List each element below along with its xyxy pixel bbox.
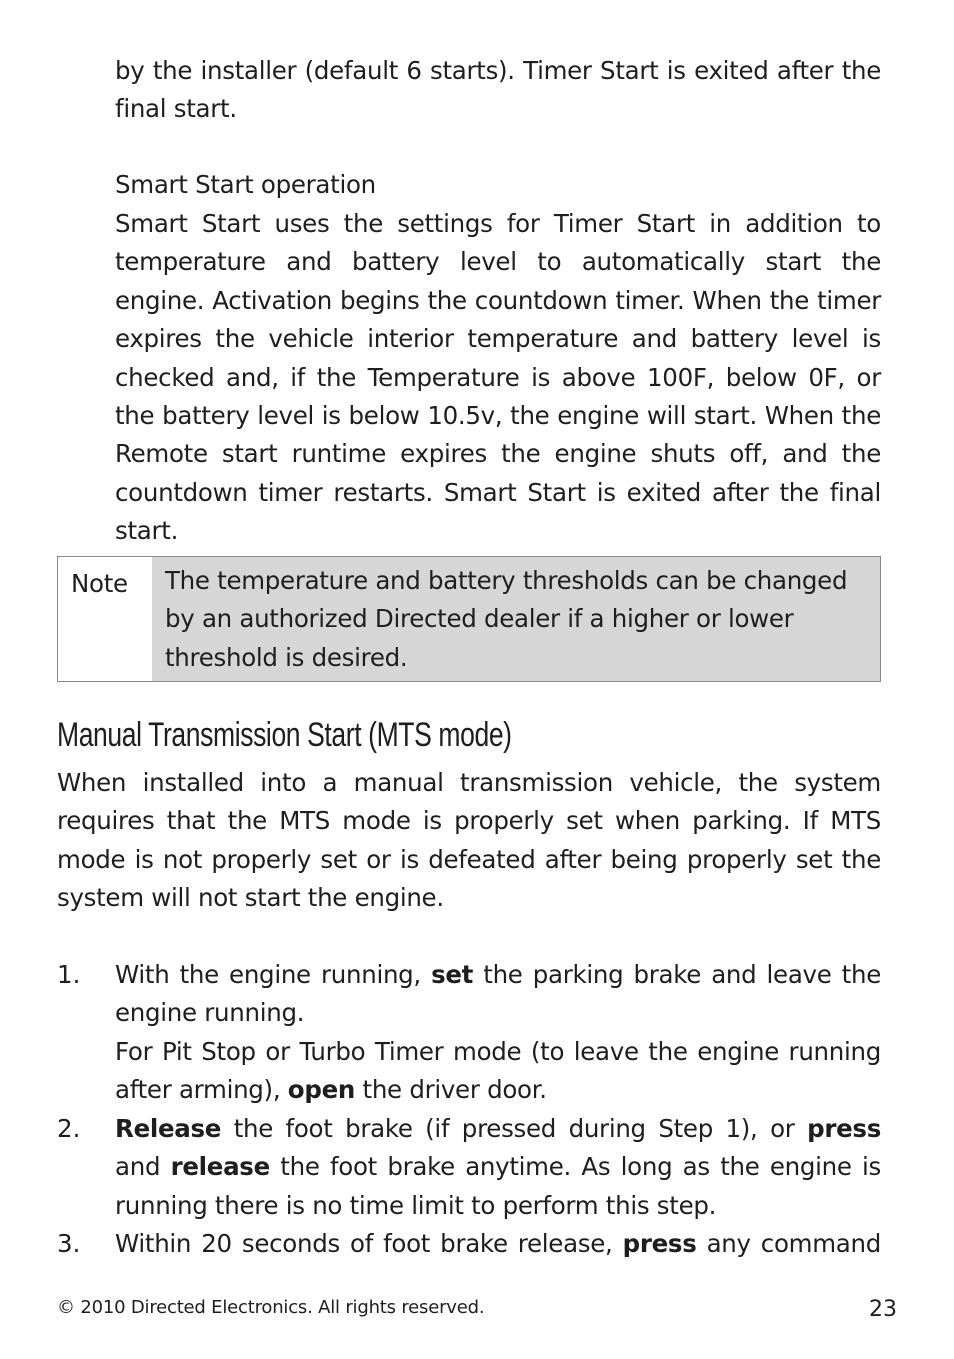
- copyright: © 2010 Directed Electronics. All rights reserved.: [57, 1297, 485, 1318]
- step-3-number: 3.: [57, 1229, 81, 1258]
- step-1-number: 1.: [57, 960, 81, 989]
- page-number: 23: [869, 1297, 897, 1322]
- intro-continuation: by the installer (default 6 starts). Timer Start is exited after the final start.: [115, 56, 881, 124]
- note-text: The temperature and battery thresholds can be changed by an authorized Directed dealer if a higher or lower threshold is desired.: [152, 557, 880, 681]
- note-label: Note: [71, 569, 128, 598]
- step-1-text: With the engine running, set the parking brake and leave the engine running.: [115, 960, 881, 1028]
- mts-body: When installed into a manual transmission vehicle, the system requires that the MTS mode is properly set when parking. If MTS mode is not properly set or is defeated after being properly set the system will not start the engine.: [57, 768, 881, 913]
- step-2-text: Release the foot brake (if pressed during Step 1), or press and release the foot brake anytime. As long as the engine is running there is no time limit to perform this step.: [115, 1114, 881, 1220]
- mts-heading: Manual Transmission Start (MTS mode): [57, 716, 512, 754]
- note-box: [57, 556, 881, 682]
- step-2-number: 2.: [57, 1114, 81, 1143]
- smart-start-heading: Smart Start operation: [115, 170, 376, 199]
- step-1-subtext: For Pit Stop or Turbo Timer mode (to leave the engine running after arming), open the driver door.: [115, 1037, 881, 1105]
- step-3-text: Within 20 seconds of foot brake release, press any command: [115, 1229, 881, 1258]
- smart-start-body: Smart Start uses the settings for Timer Start in addition to temperature and battery level to automatically start the engine. Activation begins the countdown timer. When the timer expires the vehicle interior temperature and battery level is checked and, if the Temperature is above 100F, below 0F, or the battery level is below 10.5v, the engine will start. When the Remote start runtime expires the engine shuts off, and the countdown timer restarts. Smart Start is exited after the final start.: [115, 209, 881, 546]
